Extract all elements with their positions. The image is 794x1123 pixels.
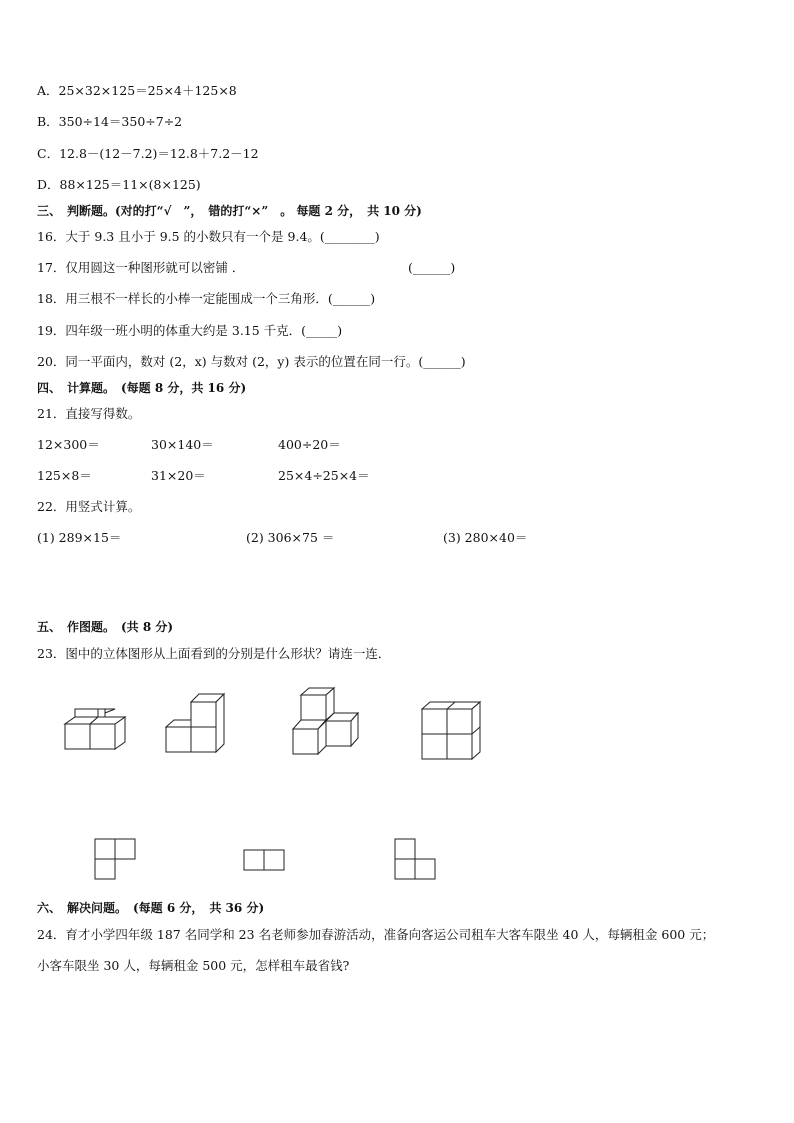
- solid-figure-1: [65, 709, 125, 749]
- option-b: B．350÷14＝350÷7÷2: [37, 114, 183, 129]
- question-21: 21．直接写得数。: [37, 406, 141, 421]
- vertical-calc-item: (2) 306×75 ＝: [246, 530, 335, 545]
- top-view-1: [95, 839, 135, 879]
- section-3-heading: 三、 判断题。(对的打“√ ”， 错的打“×” 。 每题 2 分， 共 10 分): [37, 204, 422, 218]
- question-24-line-1: 24．育才小学四年级 187 名同学和 23 名老师参加春游活动，准备向客运公司租车大客车限坐 40 人，每辆租金 600 元；: [37, 927, 715, 942]
- question-19: 19．四年级一班小明的体重大约是 3.15 千克．(_____): [37, 323, 343, 338]
- solid-figure-4: [422, 702, 480, 759]
- solid-figure-2: [166, 694, 224, 752]
- section-5-heading: 五、 作图题。 (共 8 分): [37, 620, 174, 634]
- question-20: 20．同一平面内，数对 (2，x) 与数对 (2，y) 表示的位置在同一行。(______): [37, 354, 466, 369]
- question-22: 22．用竖式计算。: [37, 499, 141, 514]
- option-c: C．12.8－(12－7.2)＝12.8＋7.2－12: [37, 146, 259, 161]
- solid-figure-3: [293, 688, 358, 754]
- question-17: 17．仅用圆这一种图形就可以密铺 ．: [37, 260, 245, 275]
- calc-item: 125×8＝: [37, 468, 92, 483]
- top-view-3: [395, 839, 435, 879]
- calc-item: 25×4÷25×4＝: [278, 468, 370, 483]
- calc-item: 12×300＝: [37, 437, 100, 452]
- section-6-heading: 六、 解决问题。 (每题 6 分， 共 36 分): [37, 901, 265, 915]
- question-16: 16．大于 9.3 且小于 9.5 的小数只有一个是 9.4。(________): [37, 229, 380, 244]
- question-24-line-2: 小客车限坐 30 人，每辆租金 500 元，怎样租车最省钱?: [37, 958, 350, 973]
- vertical-calc-item: (1) 289×15＝: [37, 530, 122, 545]
- option-a: A．25×32×125＝25×4＋125×8: [37, 83, 237, 98]
- question-18: 18．用三根不一样长的小棒一定能围成一个三角形．(______): [37, 291, 376, 306]
- calc-item: 31×20＝: [151, 468, 206, 483]
- calc-item: 400÷20＝: [278, 437, 341, 452]
- question-23: 23．图中的立体图形从上面看到的分别是什么形状？请连一连．: [37, 646, 391, 661]
- option-d: D．88×125＝11×(8×125): [37, 177, 201, 192]
- question-17-blank: (______): [408, 260, 456, 275]
- vertical-calc-item: (3) 280×40＝: [443, 530, 528, 545]
- top-view-2: [244, 850, 284, 870]
- calc-item: 30×140＝: [151, 437, 214, 452]
- section-4-heading: 四、 计算题。 (每题 8 分，共 16 分): [37, 381, 247, 395]
